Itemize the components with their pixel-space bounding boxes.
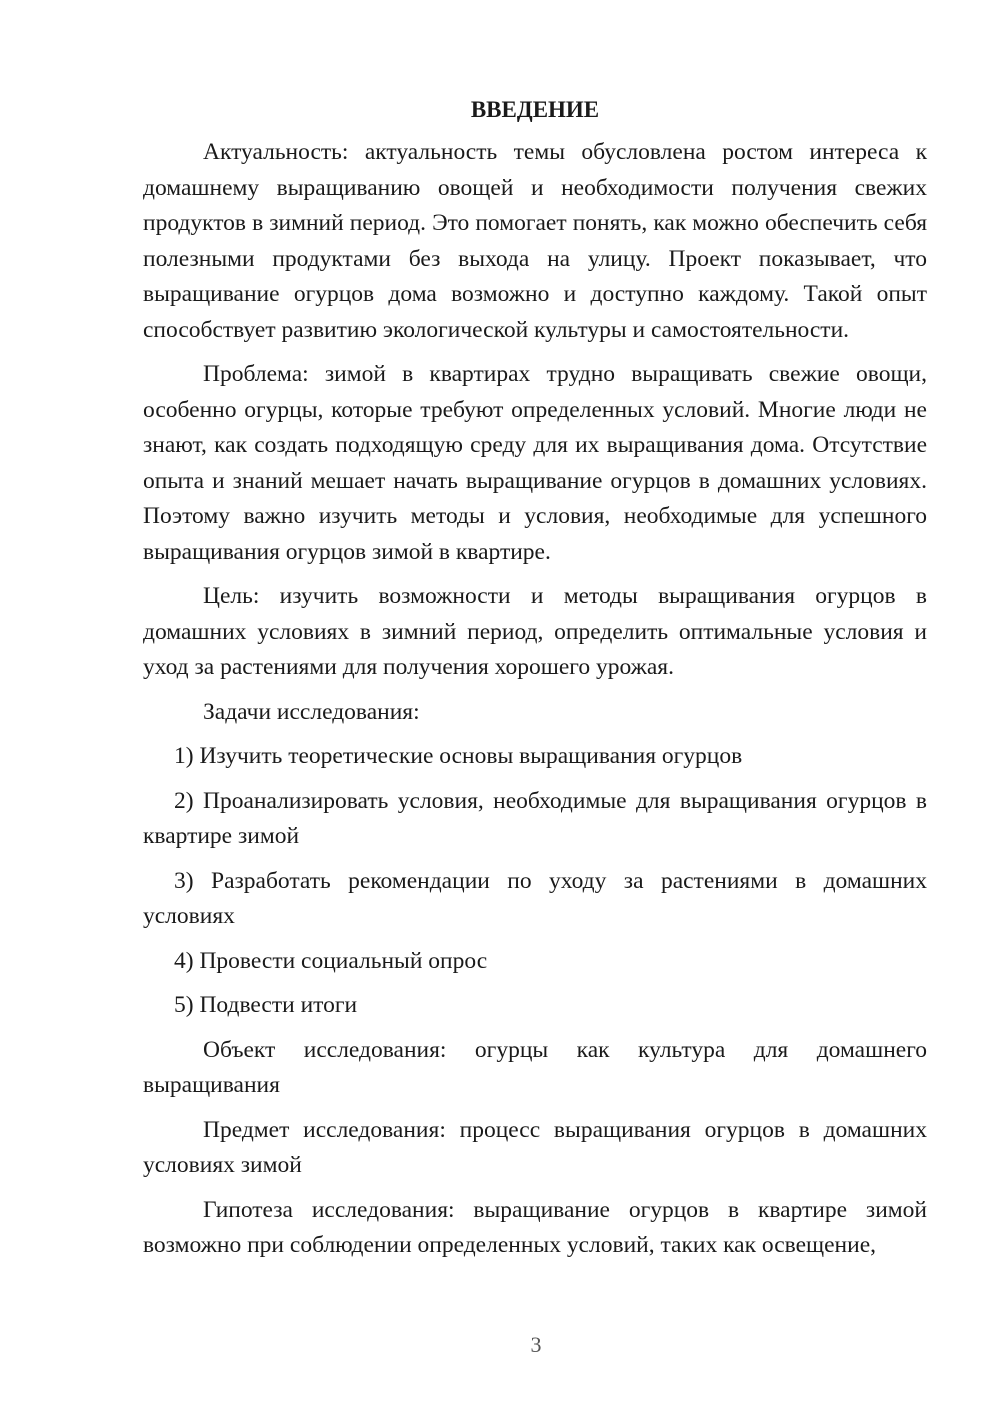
goal-paragraph: Цель: изучить возможности и методы выращивания огурцов в домашних условиях в зимний период, определить оптимальные условия и уход за растениями для получения хорошего урожая.	[143, 583, 927, 680]
page-title: ВВЕДЕНИЕ	[470, 97, 600, 122]
problem-paragraph: Проблема: зимой в квартирах трудно выращивать свежие овощи, особенно огурцы, которые требуют определенных условий. Многие люди не знают, как создать подходящую среду для их выращивания дома. Отсутствие опыта и знаний мешает начать выращивание огурцов в домашних условиях. Поэтому важно изучить методы и условия, необходимые для успешного выращивания огурцов зимой в квартире.	[143, 361, 927, 565]
research-object-paragraph: Объект исследования: огурцы как культура для домашнего выращивания	[143, 1036, 927, 1098]
tasks-heading: Задачи исследования:	[203, 698, 420, 725]
tasks-list	[143, 739, 927, 1024]
hypothesis-paragraph: Гипотеза исследования: выращивание огурцов в квартире зимой возможно при соблюдении определенных условий, таких как освещение,	[143, 1196, 927, 1258]
task-item: 4) Провести социальный опрос	[174, 947, 488, 974]
page-number: 3	[530, 1332, 542, 1357]
task-item: 3) Разработать рекомендации по уходу за растениями в домашних условиях	[143, 867, 927, 929]
task-item: 5) Подвести итоги	[174, 992, 358, 1018]
page-content	[143, 95, 927, 1264]
task-item: 1) Изучить теоретические основы выращивания огурцов	[174, 743, 743, 769]
research-subject-paragraph: Предмет исследования: процесс выращивания огурцов в домашних условиях зимой	[143, 1116, 927, 1178]
relevance-paragraph: Актуальность: актуальность темы обусловлена ростом интереса к домашнему выращиванию овощей и необходимости получения свежих продуктов в зимний период. Это помогает понять, как можно обеспечить себя полезными продуктами без выхода на улицу. Проект показывает, что выращивание огурцов дома возможно и доступно каждому. Такой опыт способствует развитию экологической культуры и самостоятельности.	[143, 139, 927, 343]
task-item: 2) Проанализировать условия, необходимые для выращивания огурцов в квартире зимой	[143, 787, 927, 849]
